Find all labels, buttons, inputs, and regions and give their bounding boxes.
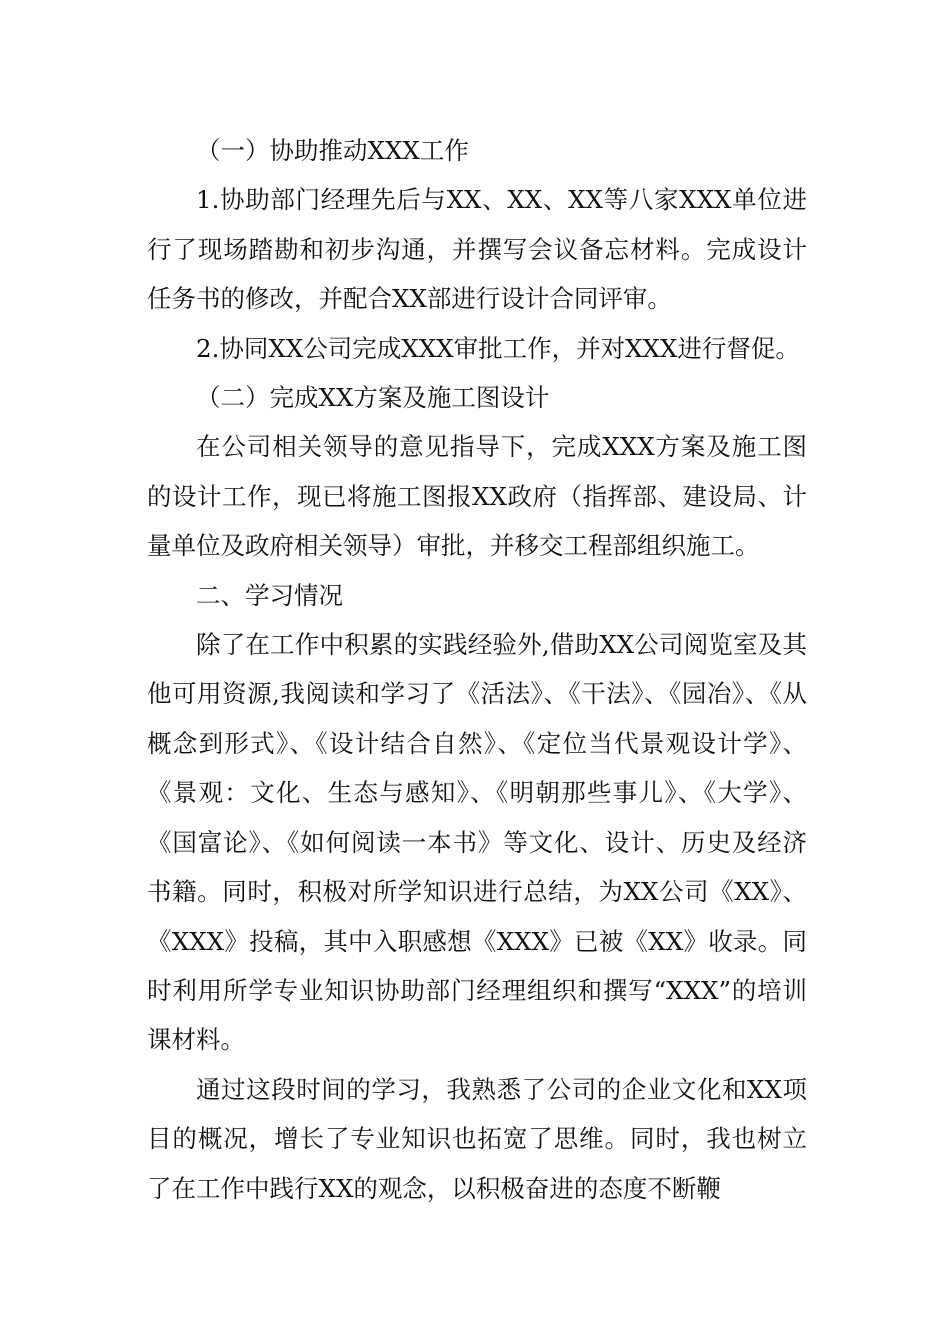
paragraph-item-2: 2.协同XX公司完成XXX审批工作，并对XXX进行督促。 [196, 333, 800, 363]
document-body [147, 126, 807, 1213]
paragraph-study-summary: 通过这段时间的学习，我熟悉了公司的企业文化和XX项目的概况，增长了专业知识也拓宽了思维。同时，我也树立了在工作中践行XX的观念，以积极奋进的态度不断鞭 [147, 1074, 807, 1203]
section-heading-2: （二）完成XX方案及施工图设计 [196, 383, 550, 413]
section-heading-1: （一）协助推动XXX工作 [196, 136, 469, 165]
paragraph-design-work: 在公司相关领导的意见指导下，完成XXX方案及施工图的设计工作，现已将施工图报XX政府（指挥部、建设局、计量单位及政府相关领导）审批，并移交工程部组织施工。 [147, 432, 807, 561]
paragraph-study-reading: 除了在工作中积累的实践经验外,借助XX公司阅览室及其他可用资源,我阅读和学习了《活法》、《干法》、《园冶》、《从概念到形式》、《设计结合自然》、《定位当代景观设计学》、《景观：文化、生态与感知》、《明朝那些事儿》、《大学》、《国富论》、《如何阅读一本书》等文化、设计、历史及经济书籍。同时，积极对所学知识进行总结，为XX公司《XX》、《XXX》投稿，其中入职感想《XXX》已被《XX》收录。同时利用所学专业知识协助部门经理组织和撰写“XXX”的培训课材料。 [147, 630, 807, 1055]
paragraph-item-1: 1.协助部门经理先后与XX、XX、XX等八家XXX单位进行了现场踏勘和初步沟通，并撰写会议备忘材料。完成设计任务书的修改，并配合XX部进行设计合同评审。 [147, 185, 807, 314]
section-heading-study: 二、学习情况 [196, 580, 343, 610]
